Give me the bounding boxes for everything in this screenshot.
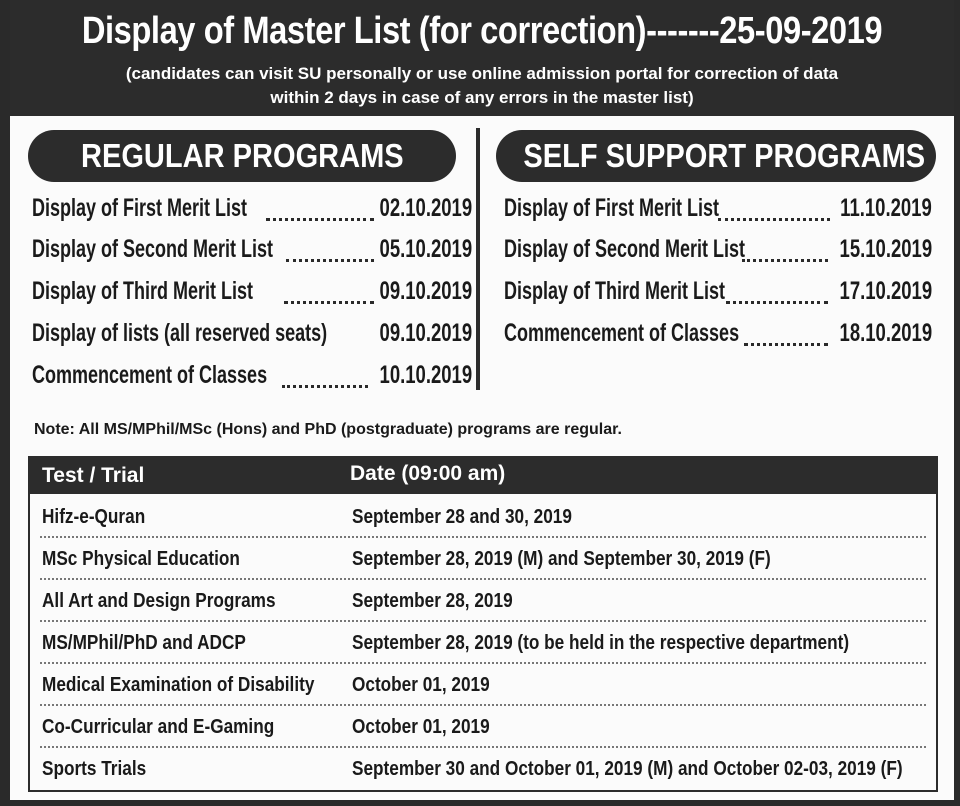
- schedule-label: Display of Second Merit List: [504, 235, 746, 263]
- leader-dots: [718, 204, 830, 221]
- test-name: Hifz-e-Quran: [42, 506, 146, 528]
- self-support-schedule-row: [504, 319, 932, 353]
- test-name: All Art and Design Programs: [42, 590, 276, 612]
- header-subtitle-line1: (candidates can visit SU personally or use online admission portal for correction of data: [125, 64, 839, 83]
- schedule-label: Display of Second Merit List: [32, 235, 274, 263]
- test-date: September 28, 2019 (M) and September 30, 2019 (F): [352, 548, 771, 570]
- leader-dots: [266, 204, 374, 221]
- test-name: MS/MPhil/PhD and ADCP: [42, 632, 246, 654]
- schedule-label: Commencement of Classes: [32, 361, 268, 389]
- self-support-programs-heading: [496, 130, 936, 182]
- header-subtitle-line2: within 2 days in case of any errors in the master list): [270, 88, 694, 107]
- leader-dots: [744, 329, 828, 346]
- schedule-date: 11.10.2019: [840, 194, 932, 222]
- test-name: Co-Curricular and E-Gaming: [42, 716, 275, 738]
- test-name: Medical Examination of Disability: [42, 674, 315, 696]
- header-banner: [10, 0, 954, 116]
- postgraduate-note: Note: All MS/MPhil/MSc (Hons) and PhD (postgraduate) programs are regular.: [34, 421, 622, 438]
- schedule-label: Display of lists (all reserved seats): [32, 319, 328, 347]
- schedule-label: Display of Third Merit List: [504, 277, 726, 305]
- column-divider: [476, 128, 480, 390]
- table-row: [30, 496, 936, 538]
- leader-dots: [282, 371, 368, 388]
- column-header-test: Test / Trial: [42, 464, 145, 487]
- table-row: [30, 538, 936, 580]
- test-name: Sports Trials: [42, 758, 147, 780]
- schedule-date: 02.10.2019: [379, 194, 472, 222]
- leader-dots: [742, 245, 828, 262]
- table-row: [30, 622, 936, 664]
- schedule-label: Display of Third Merit List: [32, 277, 254, 305]
- regular-programs-heading: [28, 130, 456, 182]
- schedule-date: 10.10.2019: [379, 361, 472, 389]
- test-date: October 01, 2019: [352, 674, 490, 696]
- schedule-date: 17.10.2019: [839, 277, 932, 305]
- self-support-programs-heading-text: SELF SUPPORT PROGRAMS: [523, 137, 926, 174]
- self-support-schedule-row: [504, 235, 932, 269]
- table-row: [30, 706, 936, 748]
- regular-schedule-row: [32, 235, 472, 269]
- table-row: [30, 580, 936, 622]
- schedule-date: 05.10.2019: [379, 235, 472, 263]
- schedule-label: Display of First Merit List: [504, 194, 720, 222]
- schedule-date: 18.10.2019: [839, 319, 932, 347]
- test-date: September 28, 2019: [352, 590, 513, 612]
- column-header-date: Date (09:00 am): [350, 462, 506, 485]
- regular-schedule-row: [32, 277, 472, 311]
- test-date: September 30 and October 01, 2019 (M) and October 02-03, 2019 (F): [352, 758, 903, 780]
- leader-dots: [726, 287, 828, 304]
- page-title: Display of Master List (for correction)-------25-09-2019: [81, 10, 883, 52]
- schedule-label: Display of First Merit List: [32, 194, 248, 222]
- regular-schedule-row: [32, 361, 472, 395]
- regular-programs-heading-text: REGULAR PROGRAMS: [80, 137, 404, 174]
- table-header: [30, 456, 936, 494]
- test-trial-table: [28, 456, 938, 792]
- leader-dots: [286, 245, 374, 262]
- self-support-schedule-row: [504, 194, 932, 228]
- schedule-date: 15.10.2019: [839, 235, 932, 263]
- test-name: MSc Physical Education: [42, 548, 240, 570]
- test-date: September 28, 2019 (to be held in the respective department): [352, 632, 850, 654]
- self-support-schedule-row: [504, 277, 932, 311]
- test-date: September 28 and 30, 2019: [352, 506, 572, 528]
- schedule-label: Commencement of Classes: [504, 319, 740, 347]
- table-row: [30, 664, 936, 706]
- schedule-date: 09.10.2019: [379, 319, 472, 347]
- regular-schedule-row: [32, 194, 472, 228]
- table-row: [30, 748, 936, 790]
- leader-dots: [284, 287, 374, 304]
- regular-schedule-row: [32, 319, 472, 353]
- schedule-date: 09.10.2019: [379, 277, 472, 305]
- test-date: October 01, 2019: [352, 716, 490, 738]
